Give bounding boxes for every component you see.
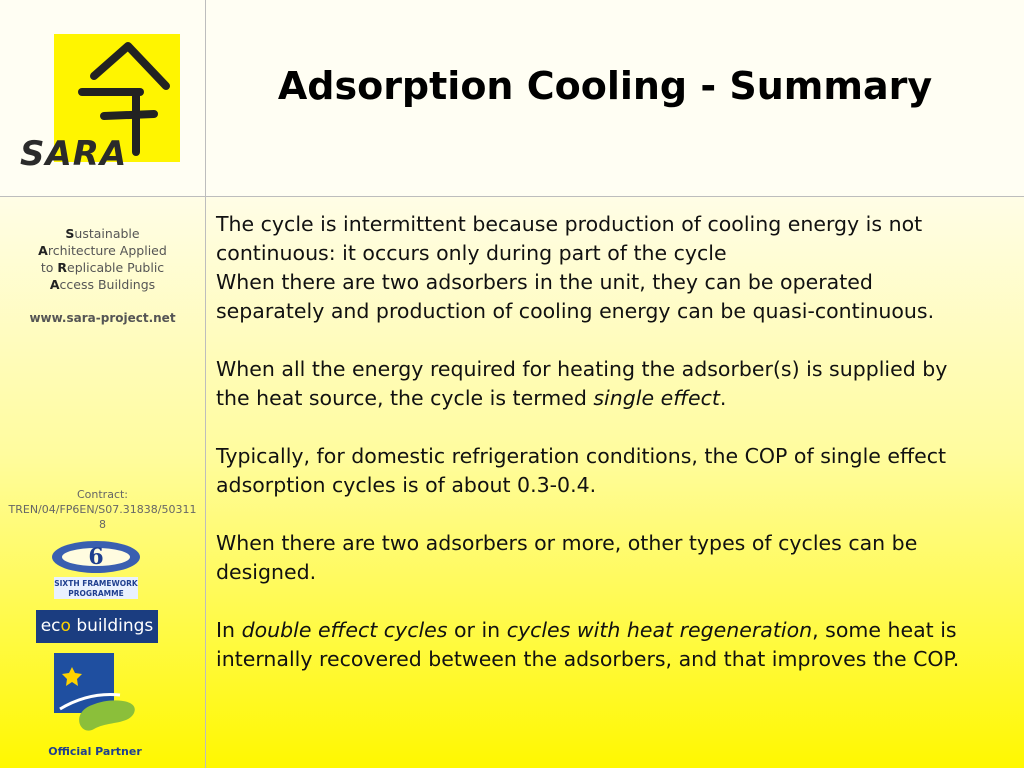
paragraph: Typically, for domestic refrigeration conditions, the COP of single effect adsorption cycles is of about 0.3-0.4.: [216, 444, 947, 497]
svg-text:6: 6: [88, 544, 104, 570]
text-line: When there are two adsorbers in the unit, they can be operated separately and production of cooling energy can be quasi-continuous.: [216, 270, 935, 323]
acronym-initial: A: [49, 277, 60, 292]
acronym-line: [0, 259, 205, 276]
header: [0, 0, 1024, 197]
eco-logo-o: o: [60, 616, 71, 636]
paragraph: [216, 616, 986, 674]
text-run: .: [719, 386, 727, 410]
sidebar: [0, 197, 206, 768]
acronym-initial: A: [38, 243, 48, 258]
body-area: [0, 197, 1024, 768]
acronym-initial: S: [65, 226, 75, 241]
ecobuildings-logo: [36, 610, 158, 643]
acronym-line: [0, 225, 205, 242]
contract-number: Contract: TREN/04/FP6EN/S07.31838/503118: [8, 488, 197, 531]
eco-logo-post: buildings: [70, 616, 154, 636]
acronym-initial: R: [57, 260, 67, 275]
acronym-rest: eplicable Public: [67, 260, 165, 275]
page-title: Adsorption Cooling - Summary: [277, 64, 933, 108]
text-run: , some heat is internally recovered between the adsorbers, and that improves the COP.: [216, 618, 960, 671]
sara-logo-text: SARA: [20, 134, 128, 174]
svg-text:SIXTH FRAMEWORK: SIXTH FRAMEWORK: [54, 579, 138, 588]
text-run: In: [216, 618, 242, 642]
acronym-line: [0, 242, 205, 259]
text-run: or in: [447, 618, 507, 642]
paragraph: When there are two adsorbers or more, other types of cycles can be designed.: [216, 531, 918, 584]
acronym-rest: rchitecture Applied: [47, 243, 167, 258]
acronym-rest: ustainable: [74, 226, 140, 241]
slide-content: [216, 210, 986, 674]
official-partner-label: Official Partner: [48, 745, 142, 758]
emphasis: single effect: [593, 386, 720, 410]
eco-logo-pre: ec: [40, 616, 61, 636]
emphasis: cycles with heat regeneration: [506, 618, 813, 642]
logo-cell: [0, 0, 206, 196]
sixth-framework-programme-logo: [50, 533, 142, 603]
svg-text:PROGRAMME: PROGRAMME: [68, 589, 124, 598]
website-link[interactable]: www.sara-project.net: [29, 311, 176, 325]
sustainable-energy-europe-logo: [50, 653, 142, 741]
text-run: When all the energy required for heating the adsorber(s) is supplied by the heat source, the cycle is termed: [216, 357, 948, 410]
text-line: The cycle is intermittent because production of cooling energy is not continuous: it occurs only during part of the cycle: [216, 212, 923, 265]
emphasis: double effect cycles: [241, 618, 448, 642]
acronym-prefix: to: [40, 260, 58, 275]
acronym-line: [0, 276, 205, 293]
paragraph: [216, 355, 986, 413]
paragraph: [216, 210, 986, 326]
project-acronym: [0, 225, 205, 293]
acronym-rest: ccess Buildings: [59, 277, 156, 292]
